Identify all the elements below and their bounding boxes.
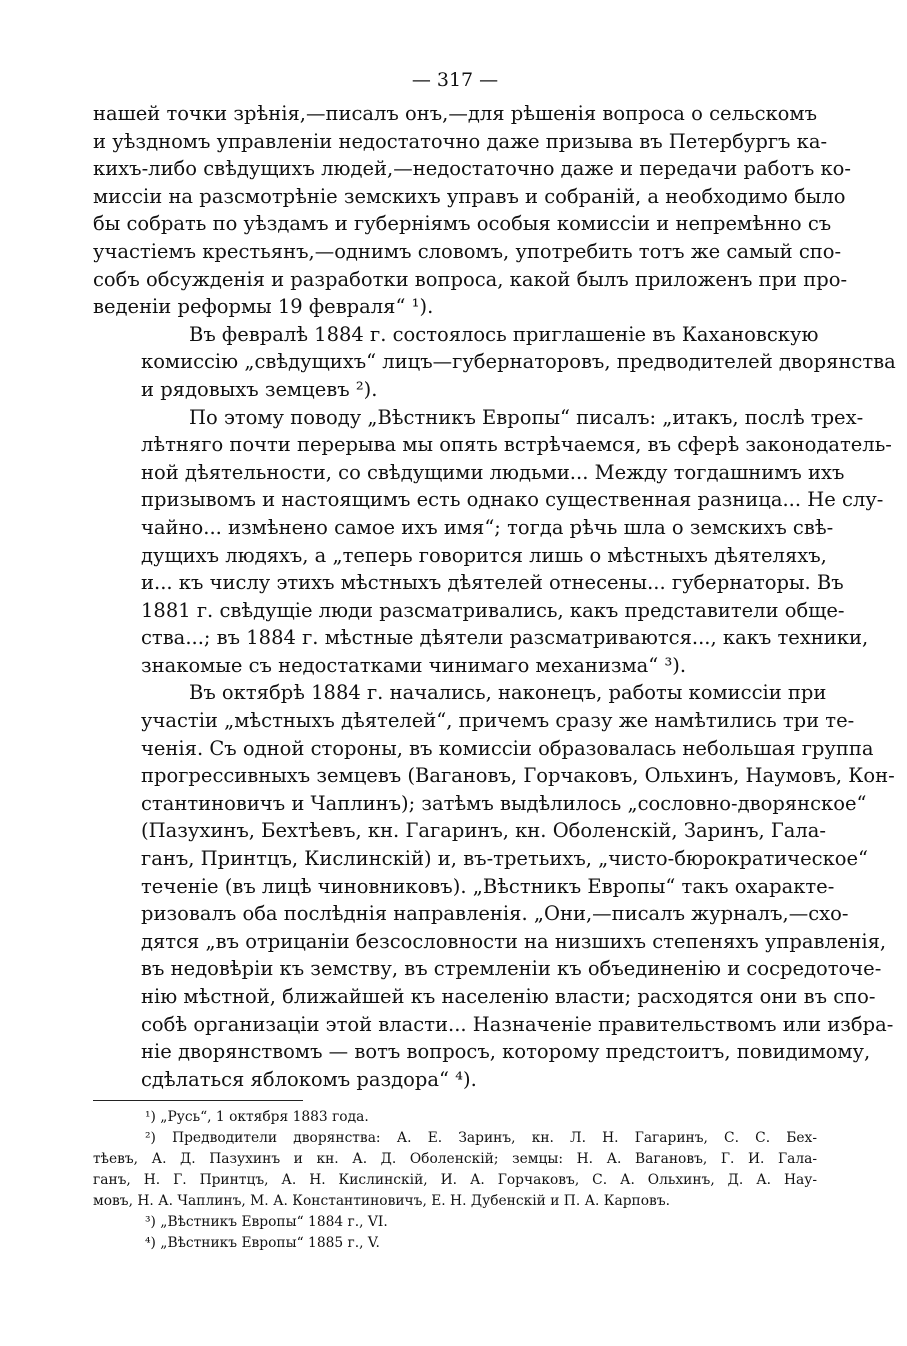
text-line: чайно... измѣнено самое ихъ имя“; тогда рѣчь шла о земскихъ свѣ- — [141, 515, 834, 539]
footnote-line: ⁴) „Вѣстникъ Европы“ 1885 г., V. — [145, 1235, 380, 1252]
paragraph — [93, 679, 895, 1093]
text-line: сдѣлаться яблокомъ раздора“ ⁴). — [141, 1067, 477, 1091]
paragraph — [93, 100, 851, 321]
footnote-line: ганъ, Н. Г. Принтцъ, А. Н. Кислинскій, И. А. Горчаковъ, С. А. Ольхинъ, Д. А. Нау- — [93, 1172, 817, 1189]
text-line: дятся „въ отрицаніи безсословности на низшихъ степеняхъ управленія, — [141, 929, 887, 953]
text-line: участіемъ крестьянъ,—однимъ словомъ, употребить тотъ же самый спо- — [93, 239, 842, 263]
page-number: — 317 — — [411, 69, 499, 91]
text-line: въ недовѣріи къ земству, въ стремленіи къ объединенію и сосредоточе- — [141, 957, 882, 981]
text-line: призывомъ и настоящимъ есть однако существенная разница... Не слу- — [141, 488, 884, 512]
footnote — [93, 1128, 817, 1212]
text-line: (Пазухинъ, Бехтѣевъ, кн. Гагаринъ, кн. Оболенскій, Заринъ, Гала- — [141, 819, 827, 843]
text-line: ганъ, Принтцъ, Кислинскій) и, въ-третьихъ, „чисто-бюрократическое“ — [141, 847, 869, 871]
text-line: ніе дворянствомъ — вотъ вопросъ, которому предстоитъ, повидимому, — [141, 1040, 871, 1064]
footnote-line: тѣевъ, А. Д. Пазухинъ и кн. А. Д. Оболенскій; земцы: Н. А. Вагановъ, Г. И. Гала- — [93, 1151, 817, 1168]
text-line: комиссію „свѣдущихъ“ лицъ—губернаторовъ, предводителей дворянства — [141, 350, 896, 374]
text-line: ной дѣятельности, со свѣдущими людьми... Между тогдашнимъ ихъ — [141, 460, 845, 484]
text-line: ченія. Съ одной стороны, въ комиссіи образовалась небольшая группа — [141, 736, 874, 760]
footnote-line: ²) Предводители дворянства: А. Е. Заринъ, кн. Л. Н. Гагаринъ, С. С. Бех- — [145, 1130, 817, 1147]
text-line: 1881 г. свѣдущіе люди разсматривались, какъ представители обще- — [141, 598, 845, 622]
text-line: прогрессивныхъ земцевъ (Вагановъ, Горчаковъ, Ольхинъ, Наумовъ, Кон- — [141, 764, 895, 788]
text-line: бы собрать по уѣздамъ и губерніямъ особыя комиссіи и непремѣнно съ — [93, 212, 832, 236]
footnote-line: мовъ, Н. А. Чаплинъ, М. А. Константиновичъ, Е. Н. Дубенскій и П. А. Карповъ. — [93, 1193, 670, 1210]
text-line: теченіе (въ лицѣ чиновниковъ). „Вѣстникъ Европы“ такъ охаракте- — [141, 874, 835, 898]
footnote-rule — [93, 1100, 303, 1101]
footnote-line: ³) „Вѣстникъ Европы“ 1884 г., VI. — [145, 1214, 388, 1231]
text-line: ризовалъ оба послѣднія направленія. „Они,—писалъ журналъ,—схо- — [141, 902, 849, 926]
text-line: веденіи реформы 19 февраля“ ¹). — [93, 295, 434, 319]
text-line: и уѣздномъ управленіи недостаточно даже призыва въ Петербургъ ка- — [93, 129, 828, 153]
paragraph — [93, 321, 896, 404]
text-line: знакомые съ недостатками чинимаго механизма“ ³). — [141, 653, 687, 677]
text-line: собъ обсужденія и разработки вопроса, какой былъ приложенъ при про- — [93, 267, 848, 291]
text-line: нашей точки зрѣнія,—писалъ онъ,—для рѣшенія вопроса о сельскомъ — [93, 102, 817, 125]
footnote — [93, 1233, 817, 1254]
footnote-line: ¹) „Русь“, 1 октября 1883 года. — [145, 1109, 369, 1126]
text-line: стантиновичъ и Чаплинъ); затѣмъ выдѣлилось „сословно-дворянское“ — [141, 791, 867, 815]
text-line: собѣ организаціи этой власти... Назначеніе правительствомъ или избра- — [141, 1012, 894, 1036]
text-line: кихъ-либо свѣдущихъ людей,—недостаточно даже и передачи работъ ко- — [93, 157, 851, 181]
text-line: Въ октябрѣ 1884 г. начались, наконецъ, работы комиссіи при — [189, 681, 827, 705]
footnote — [93, 1212, 817, 1233]
text-line: миссіи на разсмотрѣніе земскихъ управъ и собраній, а необходимо было — [93, 184, 846, 208]
text-line: нію мѣстной, ближайшей къ населенію власти; расходятся они въ спо- — [141, 985, 876, 1008]
text-line: участіи „мѣстныхъ дѣятелей“, причемъ сразу же намѣтились три те- — [141, 709, 855, 733]
body-text — [93, 100, 896, 1093]
book-page — [93, 68, 896, 1254]
footnotes — [93, 1107, 817, 1254]
text-line: и... къ числу этихъ мѣстныхъ дѣятелей отнесены... губернаторы. Въ — [141, 571, 844, 595]
footnote — [93, 1107, 817, 1128]
paragraph — [93, 404, 892, 680]
text-line: По этому поводу „Вѣстникъ Европы“ писалъ: „итакъ, послѣ трех- — [189, 405, 864, 429]
text-line: ства...; въ 1884 г. мѣстные дѣятели разсматриваются..., какъ техники, — [141, 626, 869, 650]
text-line: дущихъ людяхъ, а „теперь говорится лишь о мѣстныхъ дѣятеляхъ, — [141, 543, 827, 567]
text-line: Въ февралѣ 1884 г. состоялось приглашеніе въ Кахановскую — [189, 322, 819, 346]
text-line: и рядовыхъ земцевъ ²). — [141, 377, 378, 401]
text-line: лѣтняго почти перерыва мы опять встрѣчаемся, въ сферѣ законодатель- — [141, 433, 892, 457]
